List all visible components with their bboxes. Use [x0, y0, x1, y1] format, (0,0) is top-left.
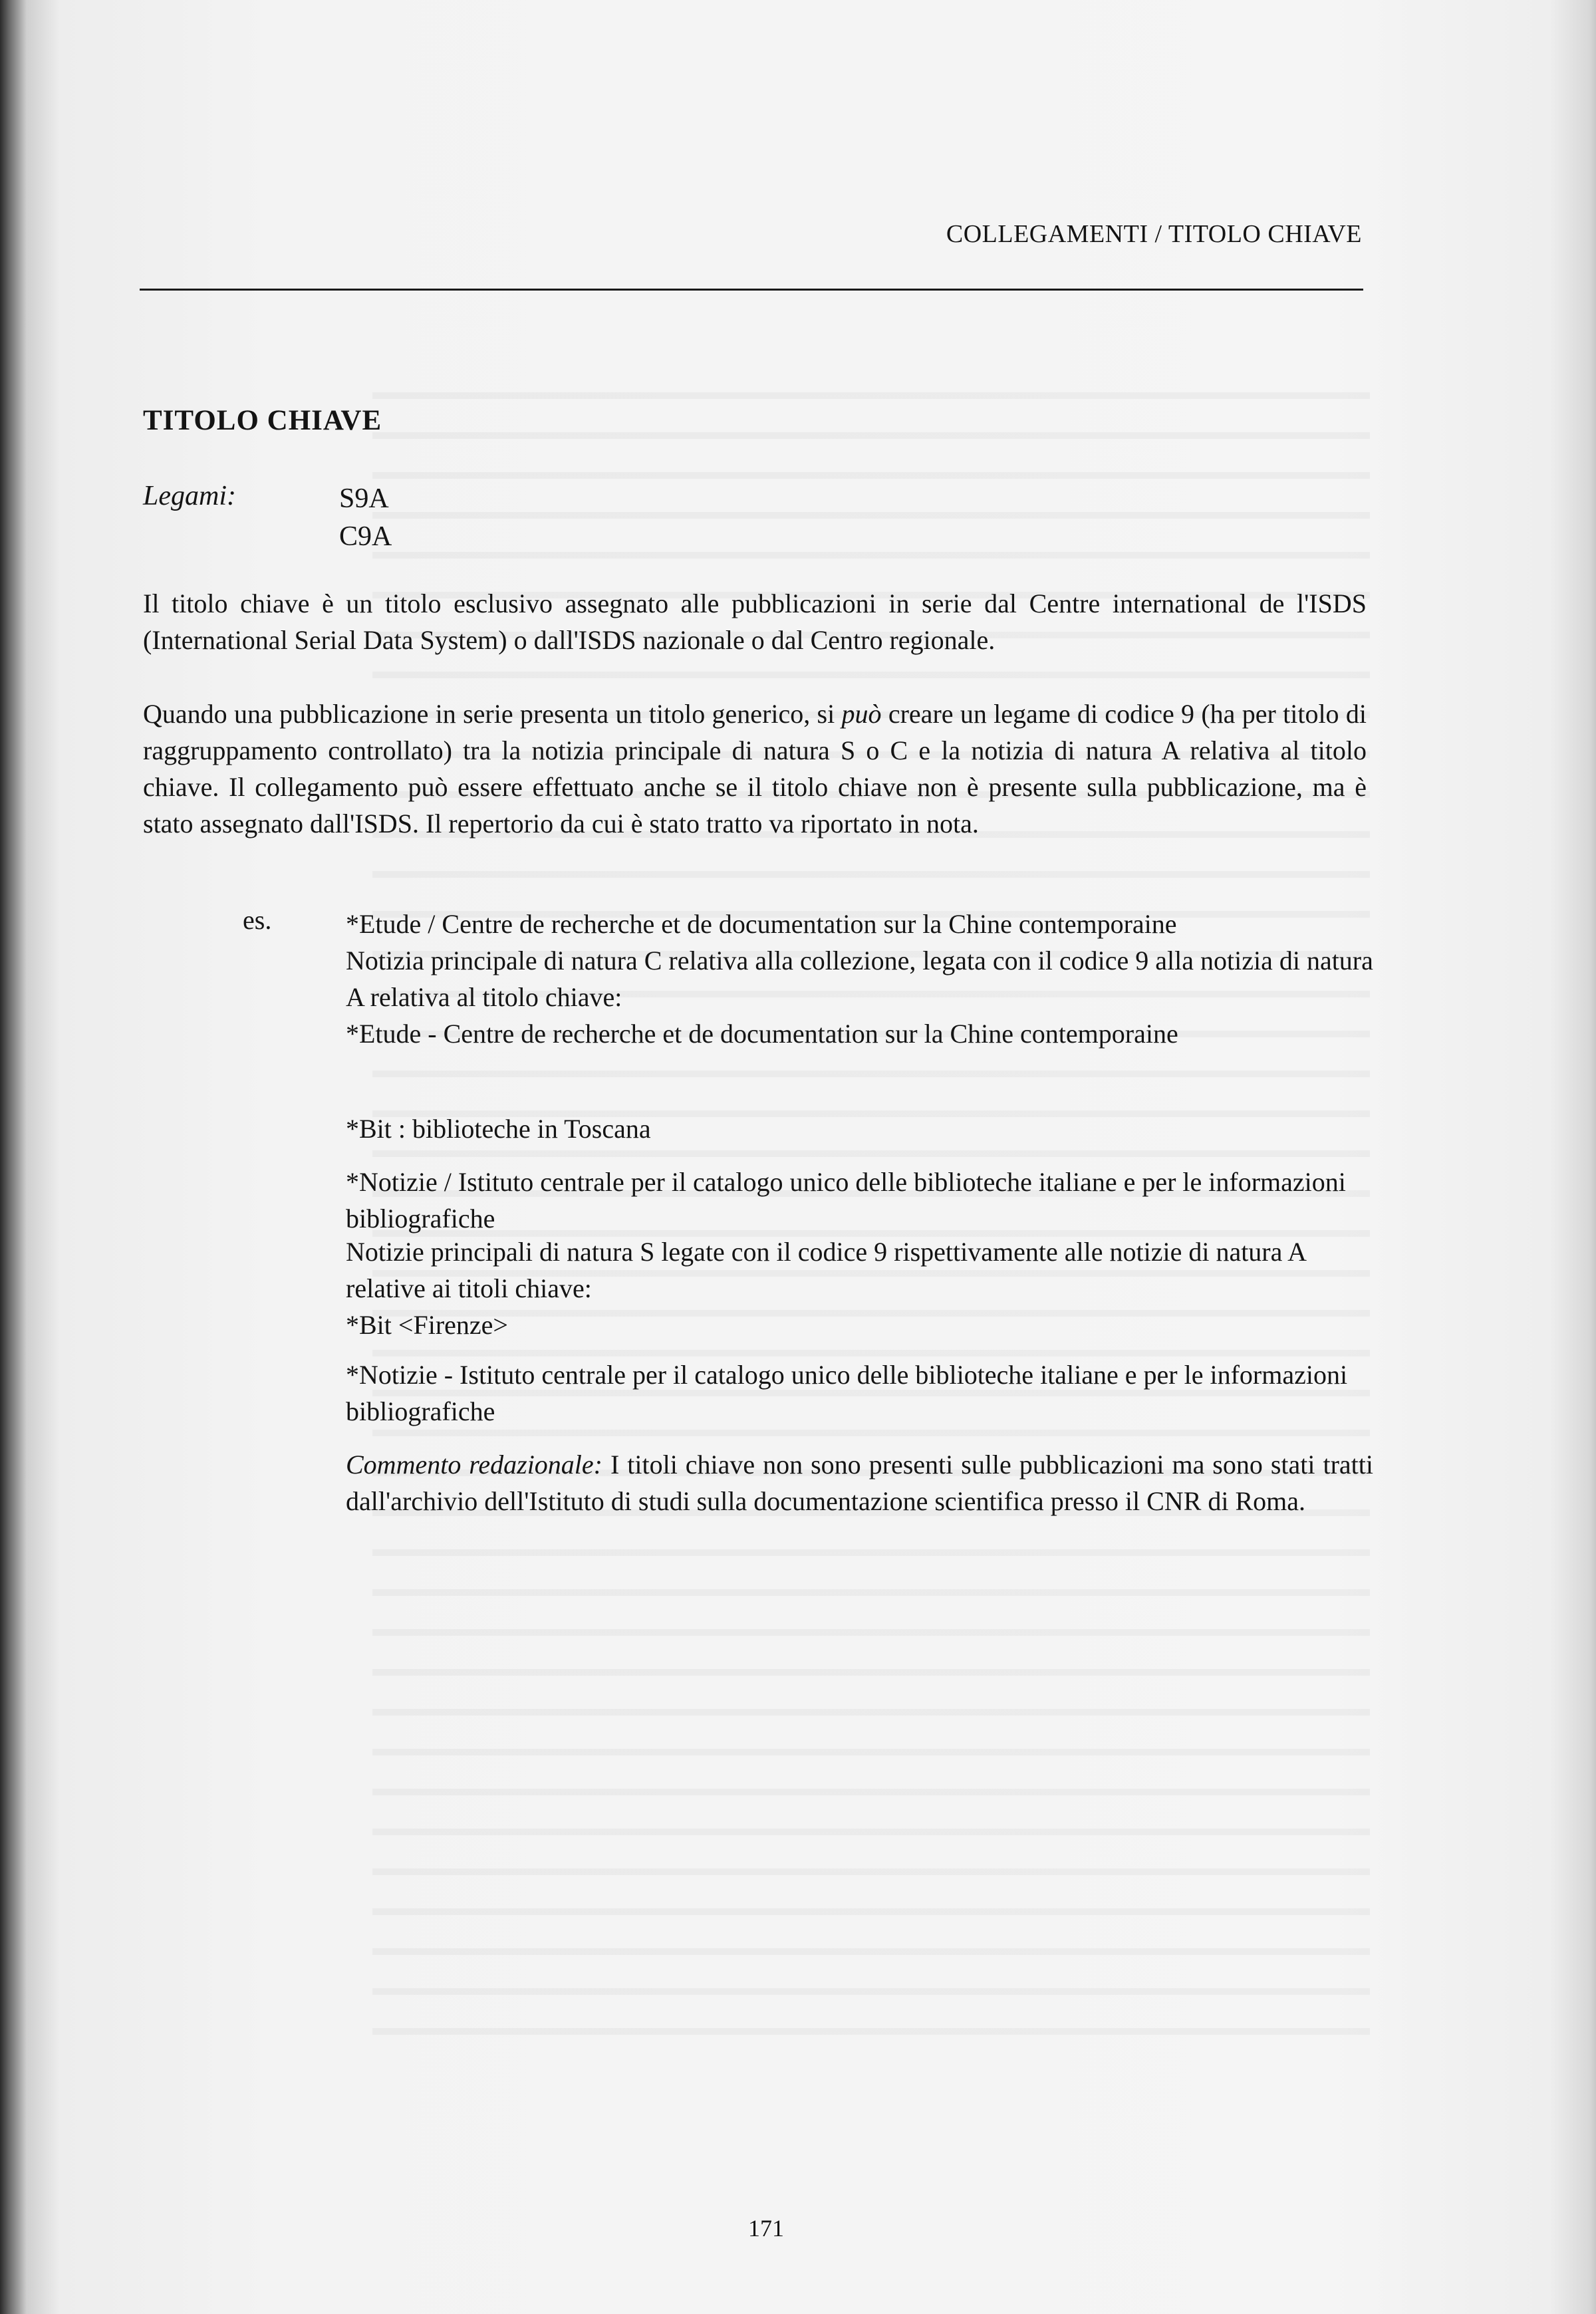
example-line: *Bit : biblioteche in Toscana	[346, 1114, 651, 1144]
legami-label: Legami:	[143, 481, 236, 511]
legami-code: C9A	[339, 521, 392, 552]
p2-text: creare un legame di codice 9 (ha per titolo di raggruppamento controllato) tra la notizia principale di natura S o C e la notizia di natura A relativa al titolo chiave. Il collegamento può essere effettuato anche se il titolo chiave non è presente sulla pubblicazione, ma è stato assegnato dall'ISDS. Il repertorio da cui è stato tratto va riportato in nota.	[143, 699, 1367, 838]
editorial-comment	[346, 1446, 1373, 1519]
example-line: Notizie principali di natura S legate con il codice 9 rispettivamente alle notizie di natura A relative ai titoli chiave:	[346, 1237, 1305, 1303]
example-line: *Bit <Firenze>	[346, 1310, 508, 1340]
comment-text: I titoli chiave non sono presenti sulle pubblicazioni ma sono stati tratti dall'archivio dell'Istituto di studi sulla documentazione scientifica presso il CNR di Roma.	[346, 1450, 1373, 1516]
comment-label: Commento redazionale:	[346, 1450, 602, 1479]
section-title: TITOLO CHIAVE	[143, 405, 382, 436]
page-number: 171	[748, 2215, 784, 2242]
running-header: COLLEGAMENTI / TITOLO CHIAVE	[946, 220, 1362, 248]
example-line: Notizia principale di natura C relativa alla collezione, legata con il codice 9 alla notizia di natura A relativa al titolo chiave:	[346, 946, 1373, 1012]
example-line: *Etude / Centre de recherche et de documentation sur la Chine contemporaine	[346, 909, 1177, 939]
header-rule	[140, 289, 1363, 291]
example-block-1	[346, 906, 1373, 1052]
example-block-2	[346, 1233, 1373, 1343]
p2-text: Quando una pubblicazione in serie presenta un titolo generico, si	[143, 699, 842, 729]
legami-codes	[339, 480, 392, 556]
example-label: es.	[243, 905, 272, 935]
example-line: *Etude - Centre de recherche et de documentation sur la Chine contemporaine	[346, 1019, 1178, 1049]
legami-code: S9A	[339, 483, 389, 514]
paragraph-generic-title	[143, 696, 1367, 842]
example-line: *Notizie - Istituto centrale per il catalogo unico delle biblioteche italiane e per le informazioni bibliografiche	[346, 1360, 1348, 1426]
example-line: *Notizie / Istituto centrale per il catalogo unico delle biblioteche italiane e per le informazioni bibliografiche	[346, 1167, 1346, 1233]
p2-emphasis: può	[841, 699, 882, 729]
paragraph-definition: Il titolo chiave è un titolo esclusivo assegnato alle pubblicazioni in serie dal Centre international de l'ISDS (International Serial Data System) o dall'ISDS nazionale o dal Centro regionale.	[143, 588, 1367, 655]
